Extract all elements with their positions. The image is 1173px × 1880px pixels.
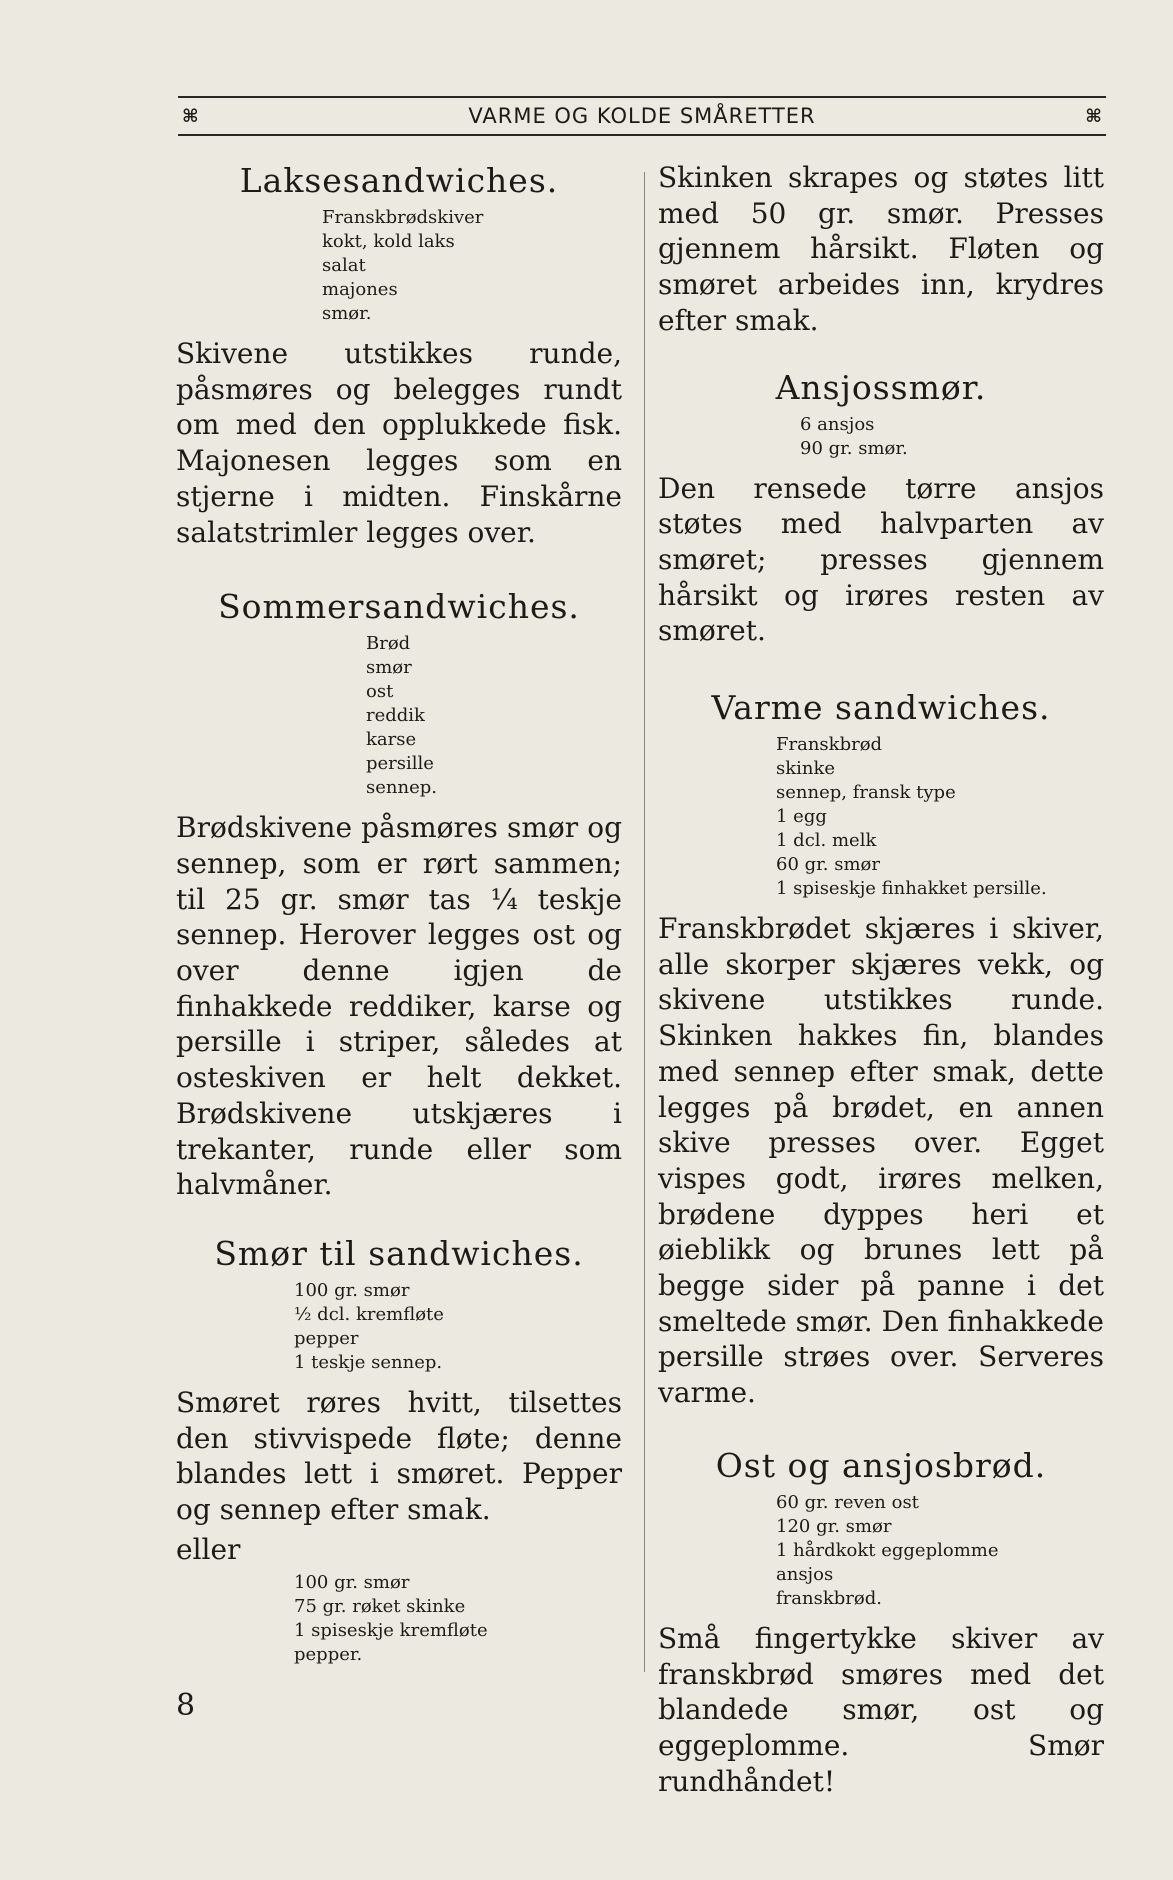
recipe-text: Brødskivene påsmøres smør og sennep, som er rørt sammen; til 25 gr. smør tas ¼ teskje sennep. Herover legges ost og over denne igjen de finhakkede reddiker, karse og persille i striper, således at osteskiven er helt dekket. Brødskivene utskjæres i trekanter, runde eller som halvmåner. (176, 811, 622, 1202)
ingredient: sennep, fransk type (776, 782, 956, 804)
ingredient: kokt, kold laks (322, 231, 455, 252)
recipe-title: Ansjossmør. (775, 367, 987, 407)
ingredient: 1 egg (776, 806, 827, 828)
recipe-title: Sommersandwiches. (218, 587, 580, 627)
ingredient-list (658, 733, 1104, 901)
recipe-ost-og-ansjosbrod (658, 1445, 1104, 1800)
recipe-text: Små fingertykke skiver av franskbrød smøres med det blandede smør, ost og eggeplomme. Smør rundhåndet! (658, 1621, 1104, 1798)
ingredient: Franskbrødskiver (322, 207, 484, 228)
recipe-smor-til-sandwiches (176, 1233, 622, 1668)
left-column (176, 160, 622, 1677)
ingredient: salat (322, 255, 366, 276)
ingredient: smør. (322, 303, 372, 324)
ingredient: pepper. (294, 1644, 363, 1666)
ingredient: 60 gr. reven ost (776, 1491, 919, 1513)
right-column (658, 160, 1104, 1799)
running-header-title: VARME OG KOLDE SMÅRETTER (468, 104, 816, 128)
ingredient: 60 gr. smør (776, 854, 880, 876)
ornament-left-icon: ⌘ (182, 105, 199, 127)
ingredient: 90 gr. smør. (800, 437, 908, 459)
recipe-varme-sandwiches (658, 687, 1104, 1411)
ingredient: smør (366, 657, 412, 679)
recipe-ansjossmor (658, 367, 1104, 650)
recipe-title: Varme sandwiches. (711, 688, 1051, 728)
ingredient: 75 gr. røket skinke (294, 1596, 466, 1618)
recipe-laksesandwiches (176, 160, 622, 550)
ingredient: majones (322, 279, 398, 300)
recipe-text: Franskbrødet skjæres i skiver, alle skorper skjæres vekk, og skivene utstikkes runde. Skinken hakkes fin, blandes med sennep efter smak, dette legges på brødet, en annen skive presses over. Egget vispes godt, irøres melken, brødene dyppes heri et øieblikk og brunes lett på begge sider på panne i det smeltede smør. Den finhakkede persille strøes over. Serveres varme. (658, 912, 1104, 1410)
ingredient: pepper (294, 1327, 359, 1349)
ingredient: 1 spiseskje finhakket persille. (776, 878, 1047, 900)
alternative-label: eller (176, 1532, 241, 1566)
ingredient: 6 ansjos (800, 413, 875, 435)
recipe-text: Smøret røres hvitt, tilsettes den stivvispede fløte; denne blandes lett i smøret. Pepper og sennep efter smak. (176, 1385, 622, 1527)
ingredient-list (176, 206, 622, 326)
ingredient: franskbrød. (776, 1587, 882, 1609)
ingredient-list (176, 1279, 622, 1375)
ingredient-list (176, 632, 622, 800)
ingredient: 100 gr. smør (294, 1279, 410, 1301)
ingredient: Brød (366, 633, 411, 655)
recipe-text: Den rensede tørre ansjos støtes med halvparten av smøret; presses gjennem hårsikt og irøres resten av smøret. (658, 471, 1104, 648)
ingredient: Franskbrød (776, 734, 883, 756)
ingredient: 1 hårdkokt eggeplomme (776, 1539, 999, 1561)
ingredient-list (658, 413, 1104, 461)
ingredient: sennep. (366, 777, 437, 799)
recipe-text: Skivene utstikkes runde, påsmøres og belegges rundt om med den opplukkede fisk. Majonesen legges som en stjerne i midten. Finskårne salatstrimler legges over. (176, 337, 622, 549)
ingredient-list-alternative (176, 1571, 622, 1667)
running-header (178, 96, 1106, 136)
recipe-text-continued: Skinken skrapes og støtes litt med 50 gr. smør. Presses gjennem hårsikt. Fløten og smøret arbeides inn, krydres efter smak. (658, 161, 1104, 337)
column-divider (644, 172, 645, 1672)
ingredient: 120 gr. smør (776, 1515, 892, 1537)
ingredient: ½ dcl. kremfløte (294, 1303, 444, 1325)
ingredient: 1 spiseskje kremfløte (294, 1620, 488, 1642)
ingredient: skinke (776, 758, 836, 780)
ingredient: reddik (366, 705, 425, 727)
recipe-title: Smør til sandwiches. (214, 1233, 584, 1273)
ingredient: ansjos (776, 1563, 834, 1585)
ingredient: persille (366, 753, 434, 775)
ingredient: karse (366, 729, 417, 751)
recipe-sommersandwiches (176, 586, 622, 1203)
recipe-title: Ost og ansjosbrød. (715, 1445, 1047, 1485)
ingredient: 1 dcl. melk (776, 830, 877, 852)
ingredient: ost (366, 681, 394, 703)
ornament-right-icon: ⌘ (1085, 105, 1102, 127)
page-number: 8 (176, 1688, 196, 1723)
ingredient: 1 teskje sennep. (294, 1351, 443, 1373)
ingredient: 100 gr. smør (294, 1572, 410, 1594)
ingredient-list (658, 1491, 1104, 1611)
recipe-title: Laksesandwiches. (239, 161, 559, 200)
